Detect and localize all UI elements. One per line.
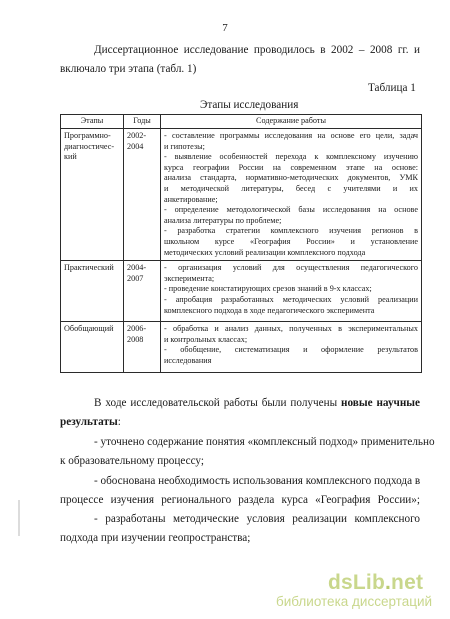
- result-item-1-line-1: - уточнено содержание понятия «комплексный подход» применительно: [94, 436, 435, 448]
- content-line: - определение методологической базы исследования на основе: [164, 205, 418, 215]
- content-line: - составление программы исследования на основе его цели, задач: [164, 131, 418, 140]
- content-line: - обработка и анализ данных, полученных в экспериментальных: [164, 324, 418, 334]
- table-row: [61, 261, 422, 322]
- years-cell: [124, 261, 161, 322]
- stage-cell: [61, 322, 124, 373]
- results-bold-word: результаты: [60, 416, 118, 428]
- stages-table: [60, 114, 422, 373]
- header-content: Содержание работы: [161, 115, 422, 129]
- results-bold-text: новые научные: [341, 397, 420, 409]
- content-line: - выявление особенностей перехода к комплексному изучению: [164, 152, 418, 162]
- stage-text: Обобщающий: [64, 324, 114, 334]
- content-line: и гипотезы;: [164, 141, 205, 151]
- content-line: методических условий реализации комплексного подхода: [164, 247, 366, 257]
- header-years: Годы: [124, 115, 161, 129]
- result-item-2-line-1: - обоснована необходимость использования комплексного подхода в: [94, 475, 421, 487]
- table-row: [61, 129, 422, 261]
- intro-line-2: включало три этапа (табл. 1): [60, 63, 197, 75]
- watermark-logo-main: dsLib: [328, 571, 385, 594]
- years-text: 2007: [127, 273, 144, 283]
- table-caption: Таблица 1: [368, 82, 416, 94]
- years-text: 2008: [127, 334, 144, 344]
- intro-line-1: Диссертационное исследование проводилось в 2002 – 2008 гг. и: [94, 44, 420, 56]
- results-colon: :: [117, 416, 121, 428]
- content-cell: [161, 322, 422, 373]
- content-line: исследования: [164, 355, 212, 365]
- watermark-logo-dot: .: [385, 571, 392, 594]
- table-header-row: [61, 115, 422, 129]
- years-cell: [124, 129, 161, 261]
- results-paragraph-line-1: [94, 397, 420, 409]
- content-line: эксперимента;: [164, 273, 215, 283]
- stage-text: Практический: [64, 263, 114, 273]
- content-line: - организация условий для осуществления педагогического: [164, 263, 418, 273]
- content-line: и контрольных классах;: [164, 334, 248, 344]
- watermark-subtitle: библиотека диссертаций: [276, 594, 433, 609]
- content-line: анкетирование;: [164, 194, 218, 204]
- table-title: Этапы исследования: [200, 99, 299, 111]
- years-text: 2004: [127, 141, 144, 151]
- stage-cell: [61, 129, 124, 261]
- stage-cell: [61, 261, 124, 322]
- watermark-logo: [328, 571, 423, 595]
- content-line: курса географии России на современном этапе на основе:: [164, 162, 418, 172]
- content-cell: [161, 129, 422, 261]
- content-line: - разработка стратегии комплексного изучения регионов в: [164, 226, 418, 236]
- result-item-3-line-1: - разработаны методические условия реализации комплексного: [94, 513, 420, 525]
- result-item-1-line-2: к образовательному процессу;: [60, 455, 204, 467]
- years-cell: [124, 322, 161, 373]
- stage-text: Программно-: [64, 131, 111, 140]
- content-cell: [161, 261, 422, 322]
- content-line: - проведение констатирующих срезов знаний в 9-х классах;: [164, 284, 372, 294]
- stage-text: кий: [64, 152, 77, 162]
- content-line: и методической литературы, бесед с учителями и их: [164, 183, 418, 193]
- stage-text: диагностичес-: [64, 141, 115, 151]
- years-text: 2002-: [127, 131, 147, 140]
- watermark-logo-tld: net: [391, 571, 424, 594]
- results-intro-text: В ходе исследовательской работы были получены: [94, 397, 342, 409]
- content-line: анализа стандарта, нормативно-методических документов, УМК: [164, 173, 418, 183]
- result-item-3-line-2: подхода при изучении геопространства;: [60, 532, 251, 544]
- content-line: - апробация разработанных методических условий реализации: [164, 294, 418, 304]
- years-text: 2006-: [127, 324, 147, 334]
- table-row: [61, 322, 422, 373]
- page-number: 7: [222, 22, 228, 34]
- content-line: - обобщение, систематизация и оформление результатов: [164, 345, 418, 355]
- years-text: 2004-: [127, 263, 147, 273]
- result-item-2-line-2: процессе изучения регионального раздела курса «География России»;: [60, 494, 420, 506]
- content-line: комплексного подхода в ходе педагогического эксперимента: [164, 305, 375, 315]
- header-stages: Этапы: [61, 115, 124, 129]
- content-line: анализа литературы по проблеме;: [164, 215, 282, 225]
- content-line: школьном курсе «География России» и установление: [164, 236, 418, 246]
- scan-margin-mark: [18, 500, 20, 536]
- results-paragraph-line-2: [60, 416, 121, 428]
